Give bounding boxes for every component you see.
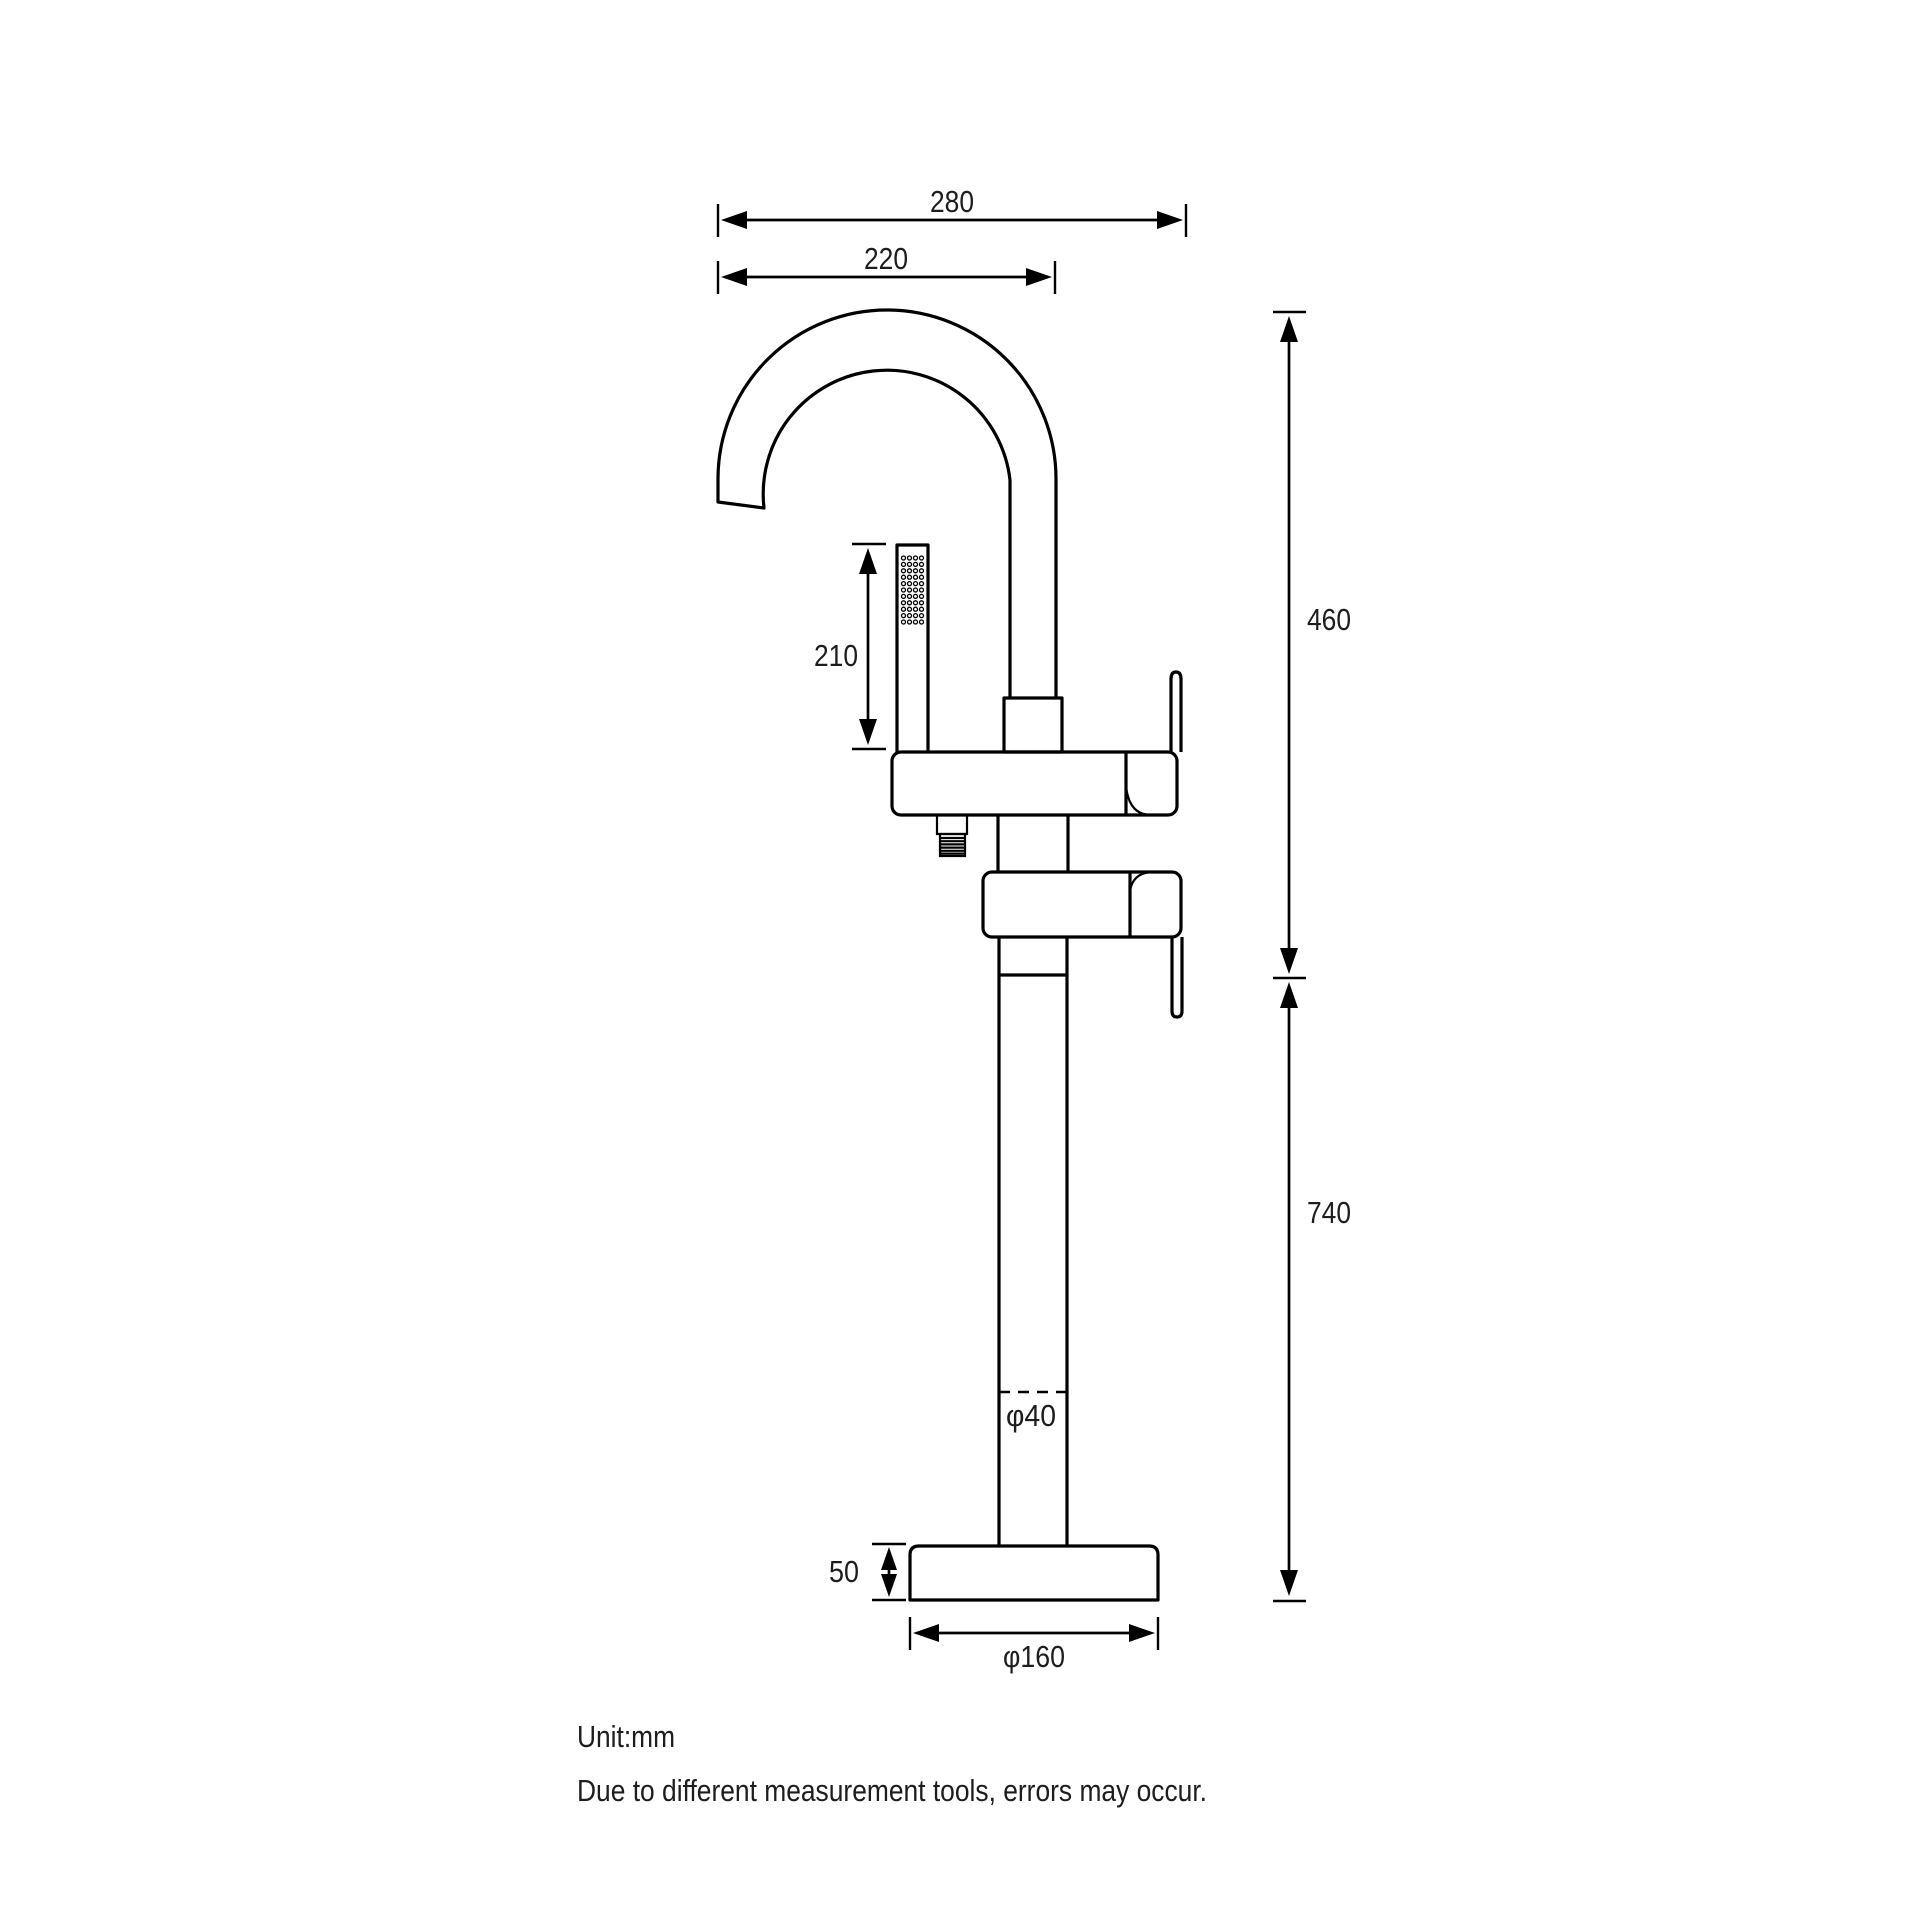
dim-base-height-label: 50	[829, 1554, 859, 1589]
dim-280-arrow-right	[1157, 211, 1183, 229]
lower-housing-lever-curve	[1130, 872, 1154, 891]
dimension-upper-height	[1273, 312, 1351, 978]
hose-outlet-thread-hatch	[941, 838, 964, 854]
hose-outlet-body	[937, 815, 967, 834]
top-housing	[892, 752, 1177, 815]
unit-note: Unit:mm	[577, 1719, 675, 1754]
notes	[577, 1719, 1207, 1808]
dim-220-arrow-left	[721, 268, 747, 286]
dim-210-arrow-up	[859, 548, 877, 574]
lower-housing	[983, 872, 1181, 937]
dimension-base-diameter	[910, 1617, 1158, 1674]
dim-50-arrow-down	[881, 1574, 897, 1597]
dimension-overall-width	[718, 184, 1186, 237]
hand-shower-spray-dots	[902, 556, 924, 624]
spout-connector	[1004, 698, 1062, 752]
lower-lever-handle	[1172, 937, 1182, 1017]
floor-base	[910, 1546, 1158, 1600]
disclaimer-note: Due to different measurement tools, errors may occur.	[577, 1773, 1207, 1808]
dim-460-arrow-up	[1280, 316, 1298, 342]
dim-spout-reach-label: 220	[864, 241, 908, 276]
standpipe-column	[999, 937, 1067, 1546]
dim-50-arrow-up	[881, 1547, 897, 1570]
dim-base-diameter-label: φ160	[1003, 1639, 1065, 1674]
faucet-spout	[718, 310, 1056, 698]
dim-160-arrow-left	[913, 1624, 939, 1642]
top-housing-lever-curve	[1126, 786, 1151, 815]
top-lever-handle	[1171, 672, 1181, 752]
dimension-spout-reach	[718, 241, 1055, 294]
dim-hand-shower-length-label: 210	[814, 638, 858, 673]
dimension-lower-height	[1273, 982, 1351, 1601]
dim-460-arrow-down	[1280, 948, 1298, 974]
dim-overall-width-label: 280	[930, 184, 974, 219]
dimension-pipe-diameter	[1006, 1398, 1056, 1433]
dim-280-arrow-left	[721, 211, 747, 229]
dim-210-arrow-down	[859, 719, 877, 745]
faucet-outline	[718, 310, 1182, 1600]
dim-upper-height-label: 460	[1307, 602, 1351, 637]
dimension-base-height	[829, 1544, 906, 1600]
dim-740-arrow-down	[1280, 1570, 1298, 1596]
mid-pipe	[998, 815, 1068, 872]
dim-pipe-diameter-label: φ40	[1006, 1398, 1056, 1433]
dim-160-arrow-right	[1129, 1624, 1155, 1642]
dim-lower-height-label: 740	[1307, 1195, 1351, 1230]
dim-740-arrow-up	[1280, 982, 1298, 1008]
dimension-hand-shower-length	[814, 544, 886, 749]
dim-220-arrow-right	[1026, 268, 1052, 286]
